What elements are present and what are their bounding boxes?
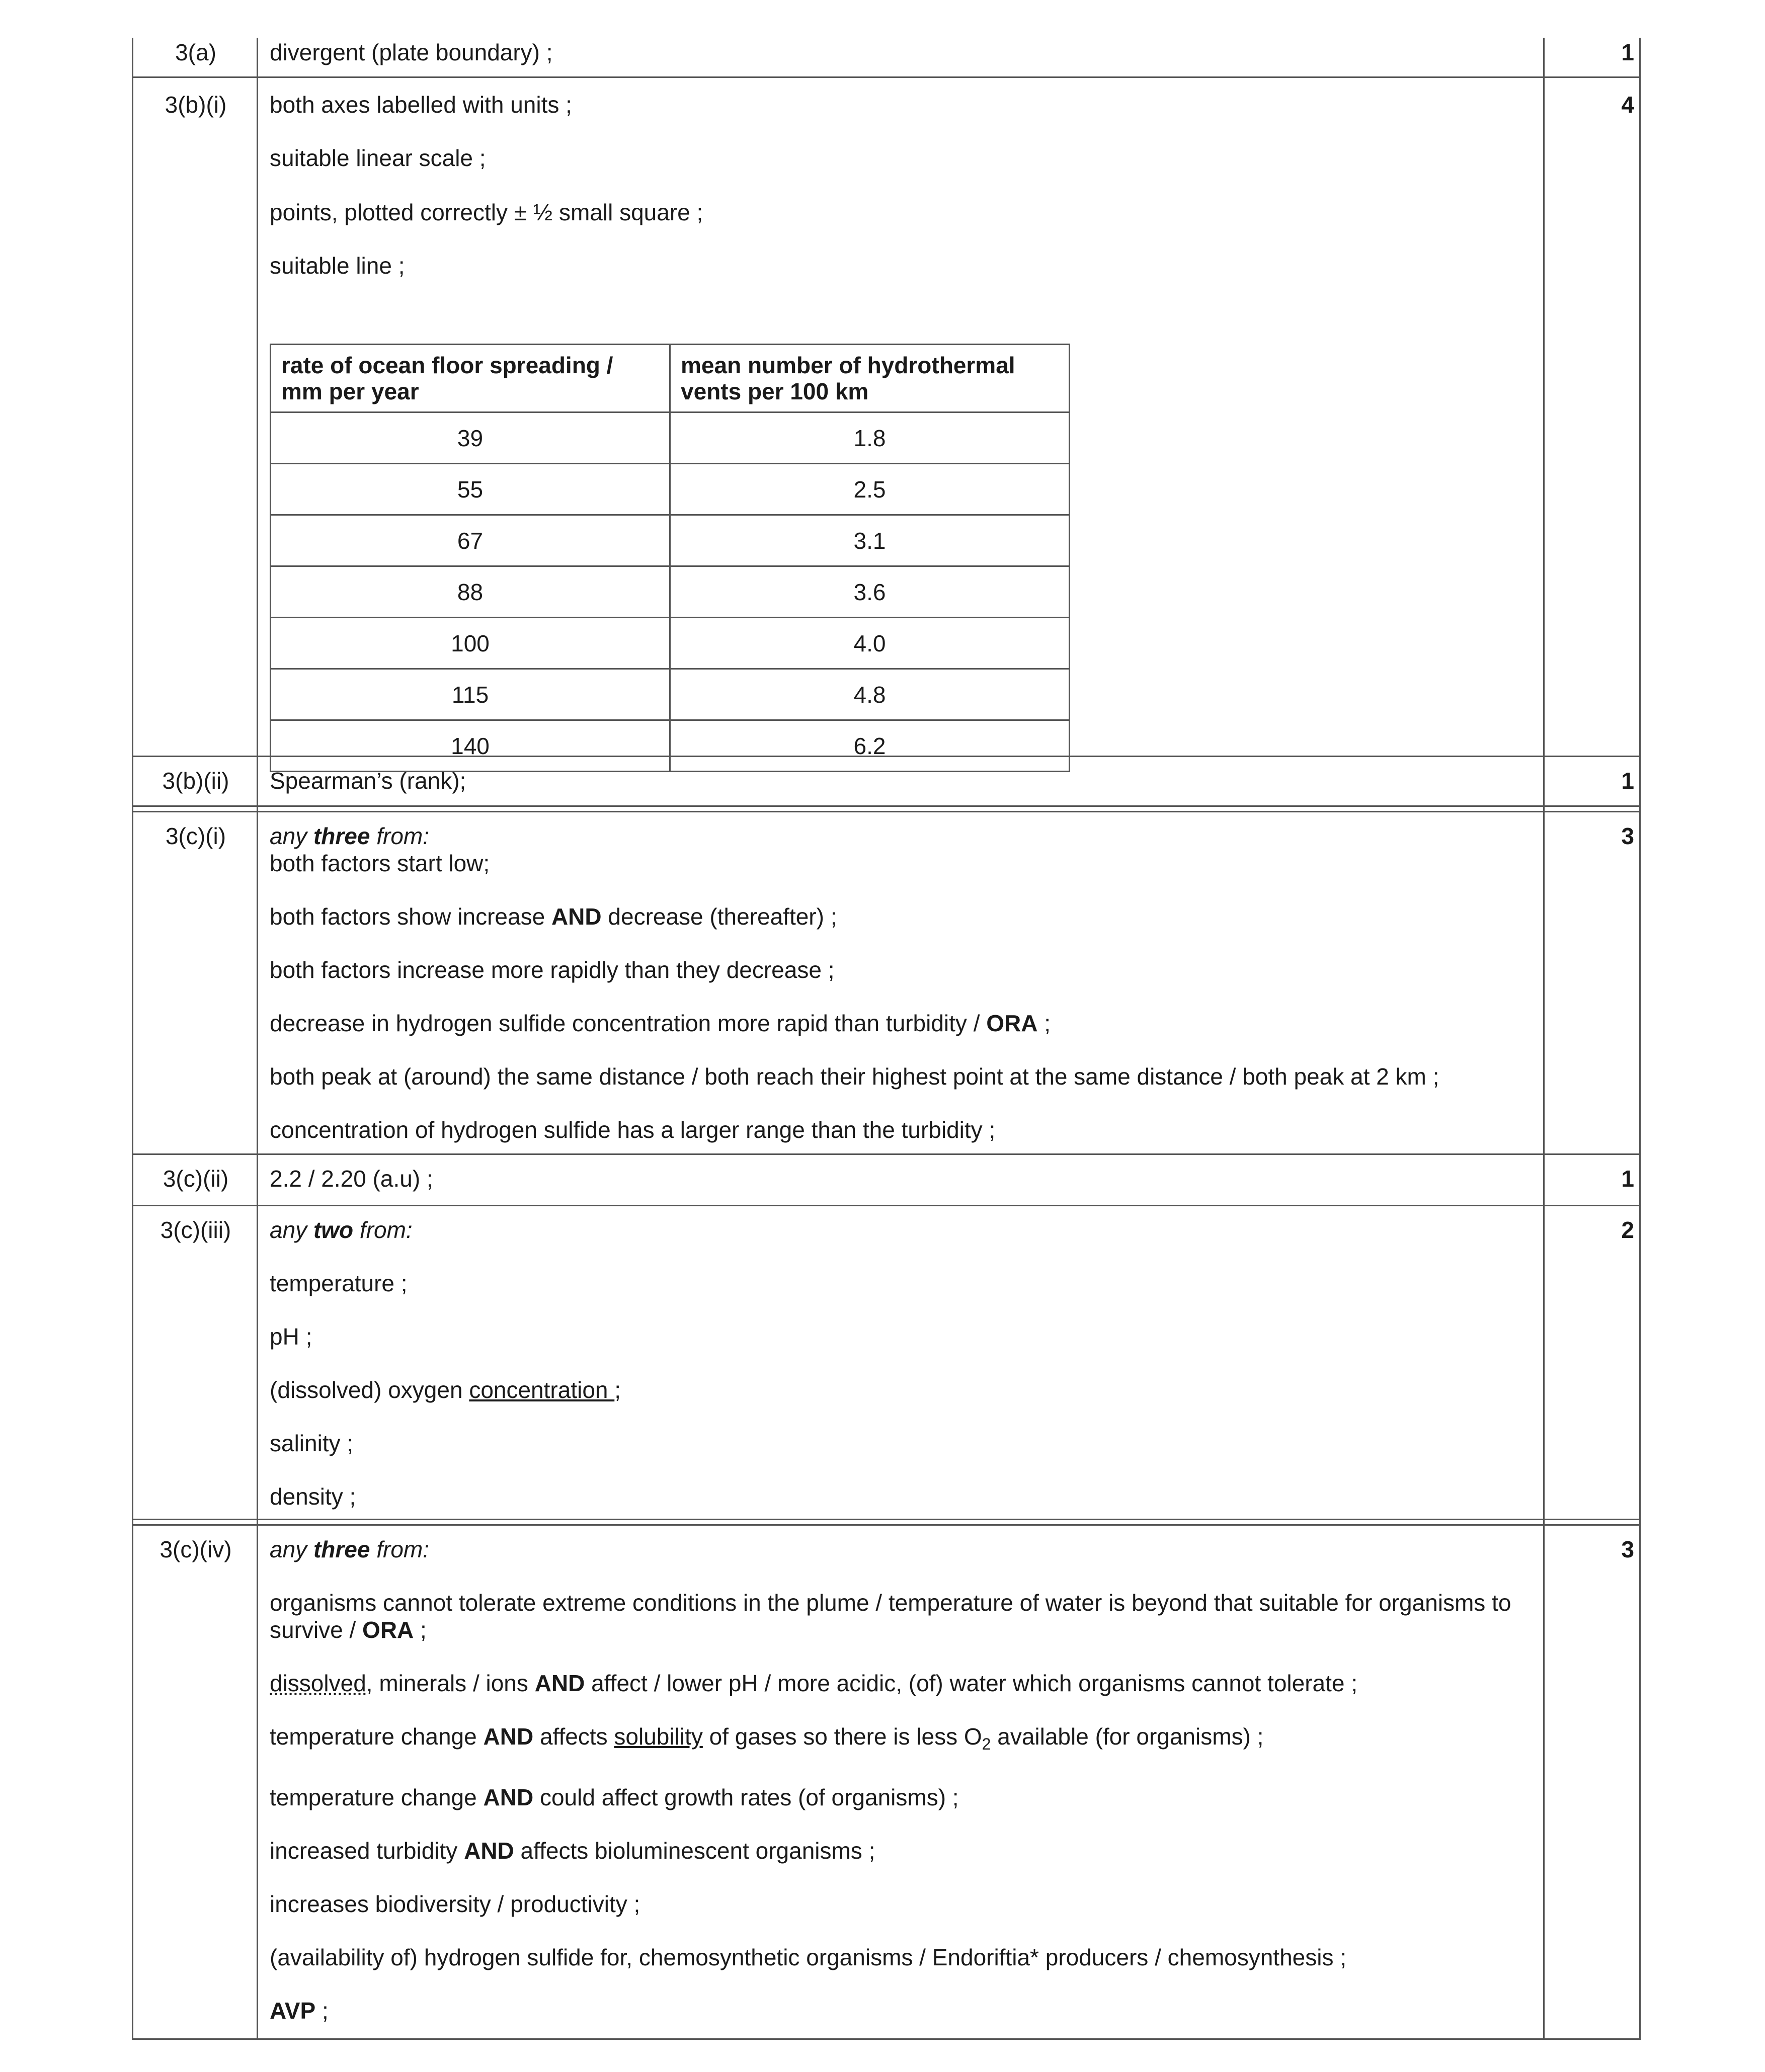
answer-point: temperature ; xyxy=(270,1270,408,1296)
marks-value: 3 xyxy=(1621,1536,1634,1562)
table-header: mean number of hydrothermal vents per 100 km xyxy=(670,345,1070,412)
marks-value: 3 xyxy=(1621,823,1634,849)
table-cell: 39 xyxy=(271,412,670,464)
instruction-text: any three from: xyxy=(270,823,429,849)
table-row xyxy=(271,412,1070,464)
answer-point: dissolved, minerals / ions AND affect / lower pH / more acidic, (of) water which organisms cannot tolerate ; xyxy=(270,1670,1358,1696)
answer-point: AVP ; xyxy=(270,1998,329,2024)
answer-point: temperature change AND affects solubility of gases so there is less $O_2$ available (for organisms) ; xyxy=(270,1723,1264,1754)
table-cell: 3.6 xyxy=(670,566,1070,618)
answer-point: both factors show increase AND decrease (thereafter) ; xyxy=(270,903,837,930)
section-divider xyxy=(132,1519,1641,1526)
question-label: 3(a) xyxy=(175,39,216,65)
table-row xyxy=(271,669,1070,720)
table-cell: 55 xyxy=(271,464,670,515)
section-divider xyxy=(132,805,1641,812)
question-label: 3(c)(ii) xyxy=(163,1166,229,1192)
marks-value: 2 xyxy=(1621,1217,1634,1243)
answer-point: concentration of hydrogen sulfide has a larger range than the turbidity ; xyxy=(270,1117,996,1143)
answer-point: density ; xyxy=(270,1483,356,1510)
table-cell: 88 xyxy=(271,566,670,618)
table-cell: 2.5 xyxy=(670,464,1070,515)
row-3bii xyxy=(132,757,1641,805)
answer-point: (dissolved) oxygen concentration ; xyxy=(270,1377,621,1403)
answer-point: salinity ; xyxy=(270,1430,354,1456)
answer-points xyxy=(270,91,1529,279)
mark-scheme xyxy=(132,38,1641,2040)
table-row xyxy=(271,464,1070,515)
answer-text: Spearman’s (rank); xyxy=(270,768,466,794)
answer-point: pH ; xyxy=(270,1323,312,1350)
table-cell: 1.8 xyxy=(670,412,1070,464)
table-row xyxy=(271,515,1070,566)
answer-points xyxy=(270,822,1529,1143)
instruction-text: any three from: xyxy=(270,1536,429,1562)
answer-point: decrease in hydrogen sulfide concentration more rapid than turbidity / ORA ; xyxy=(270,1010,1051,1036)
marks-value: 4 xyxy=(1621,92,1634,118)
row-3bi xyxy=(132,78,1641,759)
answer-point: points, plotted correctly ± ½ small square ; xyxy=(270,199,703,225)
answer-text: divergent (plate boundary) ; xyxy=(270,39,553,65)
question-label: 3(b)(ii) xyxy=(162,768,229,794)
answer-point: both peak at (around) the same distance / both reach their highest point at the same distance / both peak at 2 km ; xyxy=(270,1063,1439,1090)
answer-text: 2.2 / 2.20 (a.u) ; xyxy=(270,1166,433,1192)
question-label: 3(c)(iii) xyxy=(160,1217,231,1243)
table-header: rate of ocean floor spreading / mm per year xyxy=(271,345,670,412)
marks-value: 1 xyxy=(1621,39,1634,65)
table-cell: 3.1 xyxy=(670,515,1070,566)
answer-point: (availability of) hydrogen sulfide for, chemosynthetic organisms / Endoriftia* producers / chemosynthesis ; xyxy=(270,1944,1347,1971)
table-cell: 115 xyxy=(271,669,670,720)
table-cell: 6.2 xyxy=(670,720,1070,772)
answer-point: suitable line ; xyxy=(270,253,405,279)
instruction-text: any two from: xyxy=(270,1217,413,1243)
marks-value: 1 xyxy=(1621,1166,1634,1192)
answer-point: both factors start low; xyxy=(270,850,490,876)
row-3cii xyxy=(132,1155,1641,1205)
table-cell: 140 xyxy=(271,720,670,772)
table-row xyxy=(271,566,1070,618)
row-3civ xyxy=(132,1526,1641,2038)
table-cell: 4.8 xyxy=(670,669,1070,720)
answer-points xyxy=(270,1216,1529,1510)
answer-point: increases biodiversity / productivity ; xyxy=(270,1891,640,1918)
marks-value: 1 xyxy=(1621,768,1634,794)
answer-point: increased turbidity AND affects bioluminescent organisms ; xyxy=(270,1838,875,1864)
table-cell: 67 xyxy=(271,515,670,566)
question-label: 3(c)(iv) xyxy=(159,1536,232,1562)
data-table xyxy=(270,344,1070,772)
answer-points xyxy=(270,1536,1529,2024)
row-3ciii xyxy=(132,1206,1641,1519)
answer-point: temperature change AND could affect growth rates (of organisms) ; xyxy=(270,1784,959,1811)
table-row xyxy=(271,618,1070,669)
table-cell: 4.0 xyxy=(670,618,1070,669)
answer-point: organisms cannot tolerate extreme conditions in the plume / temperature of water is beyond that suitable for organisms to survive / ORA ; xyxy=(270,1590,1511,1643)
table-cell: 100 xyxy=(271,618,670,669)
answer-point: both axes labelled with units ; xyxy=(270,92,572,118)
answer-point: suitable linear scale ; xyxy=(270,145,486,171)
answer-point: both factors increase more rapidly than they decrease ; xyxy=(270,957,835,983)
question-label: 3(b)(i) xyxy=(165,92,227,118)
row-3a xyxy=(132,38,1641,76)
row-3ci xyxy=(132,812,1641,1153)
question-label: 3(c)(i) xyxy=(165,823,226,849)
